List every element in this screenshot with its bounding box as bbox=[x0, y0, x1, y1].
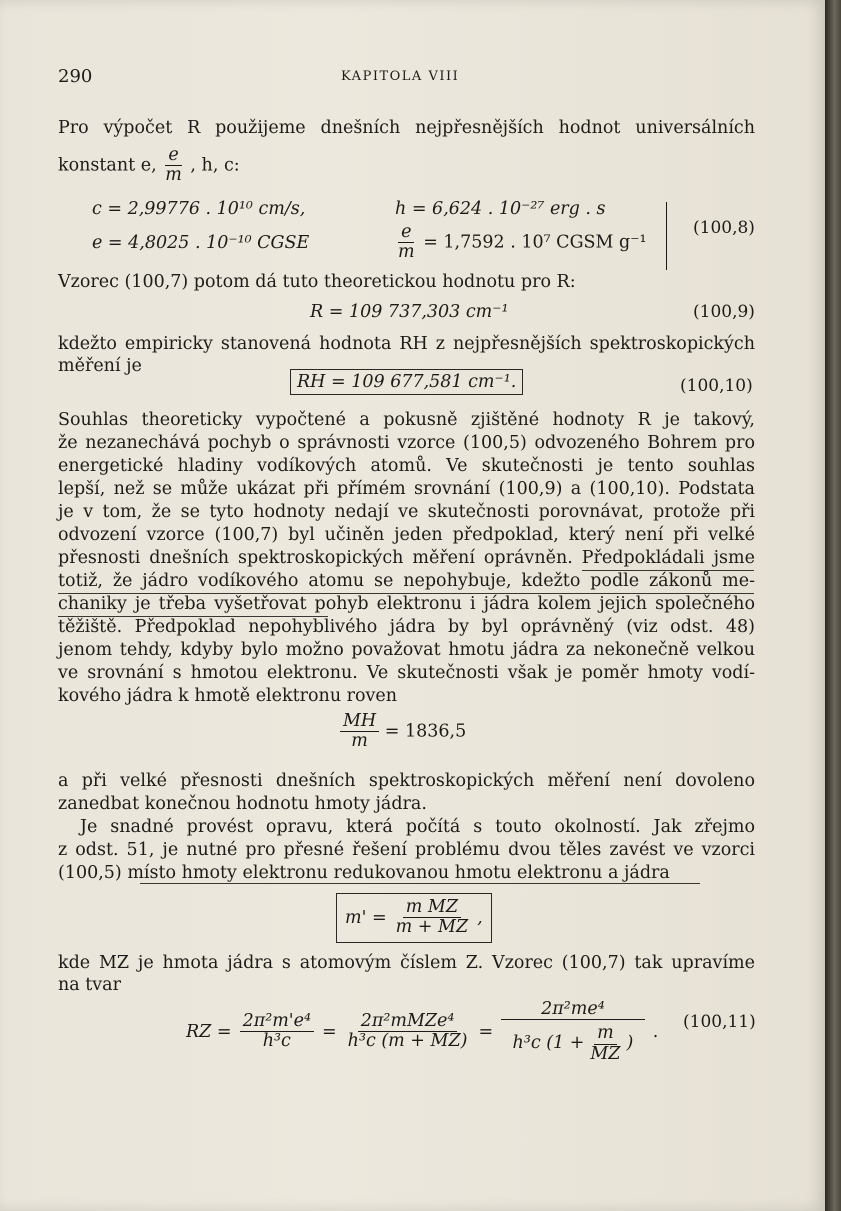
vzorec-line: Vzorec (100,7) potom dá tuto theoretickou hodnotu pro R: bbox=[58, 272, 576, 292]
em-denominator: m bbox=[398, 242, 415, 263]
p4-line-1: kde MZ je hmota jádra s atomovým číslem Z. Vzorec (100,7) tak upravíme bbox=[58, 953, 755, 973]
pencil-underline bbox=[58, 616, 328, 617]
pencil-underline bbox=[582, 570, 754, 571]
fraction-denominator: m bbox=[165, 165, 182, 186]
final-lhs: RZ = bbox=[186, 1021, 232, 1042]
p1-line-7: přesnosti dnešních spektroskopických měření oprávněn. Předpokládali jsme bbox=[58, 548, 755, 568]
page-header bbox=[58, 66, 758, 92]
reduced-mass-box bbox=[336, 893, 492, 943]
intro-line-2 bbox=[58, 146, 240, 186]
mass-ratio-fraction bbox=[340, 712, 379, 752]
equation-number-100-9: (100,9) bbox=[693, 302, 755, 322]
final-f3-inner-fraction bbox=[587, 1024, 623, 1064]
p2-line-2: zanedbat konečnou hodnotu hmoty jádra. bbox=[58, 794, 427, 814]
final-equals-3: = bbox=[478, 1021, 494, 1042]
mass-ratio bbox=[340, 712, 466, 752]
final-f3-inner-numerator: m bbox=[594, 1024, 617, 1044]
intro-prefix: konstant e, bbox=[58, 155, 157, 176]
reduced-mass-tail: , bbox=[477, 907, 483, 928]
equation-number-100-10: (100,10) bbox=[680, 376, 753, 396]
constant-e-over-m bbox=[395, 223, 646, 263]
constants-brace bbox=[660, 202, 667, 270]
final-f3-den-pre: h³c (1 + bbox=[512, 1033, 585, 1054]
r-empirical-formula bbox=[290, 372, 523, 392]
p1-line-13: kového jádra k hmotě elektronu roven bbox=[58, 686, 398, 706]
p1-line-9: chaniky je třeba vyšetřovat pohyb elektronu i jádra kolem jejich společného bbox=[58, 594, 755, 614]
em-value: = 1,7592 . 10⁷ CGSM g⁻¹ bbox=[423, 232, 647, 253]
p1-line-5: je v tom, že se tyto hodnoty nedají ve skutečnosti porovnávat, protože při bbox=[58, 502, 755, 522]
p3-line-3: (100,5) místo hmoty elektronu redukovanou hmotu elektronu a jádra bbox=[58, 863, 670, 883]
fraction-numerator: e bbox=[165, 146, 181, 166]
p1-line-1: Souhlas theoreticky vypočtené a pokusně zjištěné hodnoty R je takový, bbox=[58, 410, 755, 430]
reduced-mass-denominator: m + MZ bbox=[395, 917, 469, 938]
equation-number-100-11: (100,11) bbox=[683, 1012, 756, 1032]
equation-number-100-8: (100,8) bbox=[693, 218, 755, 238]
p1-line-6: odvození vzorce (100,7) byl učiněn jeden předpoklad, který není při velké bbox=[58, 525, 755, 545]
constant-h: h = 6,624 . 10⁻²⁷ erg . s bbox=[395, 199, 606, 219]
book-spine-edge bbox=[825, 0, 841, 1211]
em-fraction bbox=[395, 223, 418, 263]
p1-line-2: že nezanechává pochyb o správnosti vzorce (100,5) odvozeného Bohrem pro bbox=[58, 433, 755, 453]
p1-line-8: totiž, že jádro vodíkového atomu se nepohybuje, kdežto podle zákonů me- bbox=[58, 571, 755, 591]
final-fraction-3-denominator bbox=[510, 1020, 637, 1064]
reduced-mass-fraction bbox=[393, 898, 471, 938]
p1-line-4: lepší, než se může ukázat při přímém srovnání (100,9) a (100,10). Podstata bbox=[58, 479, 755, 499]
final-equals-2: = bbox=[322, 1021, 337, 1042]
final-fraction-2-numerator: 2π²mMZe⁴ bbox=[358, 1012, 458, 1032]
constant-c: c = 2,99776 . 10¹⁰ cm/s, bbox=[92, 199, 306, 219]
p1-line-12: ve srovnání s hmotou elektronu. Ve skutečnosti však je poměr hmoty vodí- bbox=[58, 663, 755, 683]
p3-line-2: z odst. 51, je nutné pro přesné řešení problému dvou těles zavést ve vzorci bbox=[58, 840, 755, 860]
intro-line-1: Pro výpočet R použijeme dnešních nejpřesnějších hodnot universálních bbox=[58, 118, 755, 138]
page-number: 290 bbox=[58, 66, 93, 87]
e-over-m-fraction bbox=[162, 146, 185, 186]
reduced-mass-lhs: m' = bbox=[345, 907, 387, 928]
final-fraction-1-numerator: 2π²m'e⁴ bbox=[240, 1012, 314, 1032]
p4-line-2: na tvar bbox=[58, 975, 121, 995]
final-fraction-3-numerator: 2π²me⁴ bbox=[501, 1000, 645, 1020]
final-fraction-2-denominator: h³c (m + MZ) bbox=[347, 1031, 468, 1052]
final-f3-den-post: ) bbox=[626, 1033, 634, 1054]
final-equation bbox=[186, 1000, 658, 1064]
em-numerator: e bbox=[398, 223, 414, 243]
r-empirical-box: RH = 109 677,581 cm⁻¹. bbox=[290, 369, 523, 395]
p1-line-3: energetické hladiny vodíkových atomů. Ve skutečnosti je tento souhlas bbox=[58, 456, 755, 476]
p1-line-10: těžiště. Předpoklad nepohyblivého jádra by byl oprávněný (viz odst. 48) bbox=[58, 617, 755, 637]
final-fraction-1-denominator: h³c bbox=[262, 1031, 291, 1052]
r-theory-formula: R = 109 737,303 cm⁻¹ bbox=[310, 302, 509, 322]
mass-ratio-numerator: MH bbox=[340, 712, 379, 732]
p1-line-11: jenom tehdy, kdyby bylo možno považovat hmotu jádra za nekonečně velkou bbox=[58, 640, 755, 660]
final-fraction-2 bbox=[345, 1012, 471, 1052]
pencil-underline bbox=[58, 593, 754, 594]
final-fraction-3 bbox=[501, 1000, 645, 1064]
final-f3-inner-denominator: MZ bbox=[590, 1043, 621, 1064]
p3-line-1: Je snadné provést opravu, která počítá s touto okolností. Jak zřejmo bbox=[80, 817, 755, 837]
final-dot: . bbox=[652, 1021, 659, 1042]
reduced-mass-numerator: m MZ bbox=[403, 898, 461, 918]
chapter-title: KAPITOLA VIII bbox=[341, 69, 460, 84]
p2-line-1: a při velké přesnosti dnešních spektroskopických měření není dovoleno bbox=[58, 771, 755, 791]
empirical-line-1: kdežto empiricky stanovená hodnota RH z nejpřesnějších spektroskopických bbox=[58, 334, 755, 354]
reduced-mass-formula bbox=[336, 893, 492, 943]
mass-ratio-value: = 1836,5 bbox=[384, 721, 467, 742]
final-fraction-1 bbox=[240, 1012, 314, 1052]
constant-e: e = 4,8025 . 10⁻¹⁰ CGSE bbox=[92, 233, 310, 253]
mass-ratio-denominator: m bbox=[351, 731, 368, 752]
empirical-line-2: měření je bbox=[58, 356, 142, 376]
intro-suffix: , h, c: bbox=[190, 155, 240, 176]
